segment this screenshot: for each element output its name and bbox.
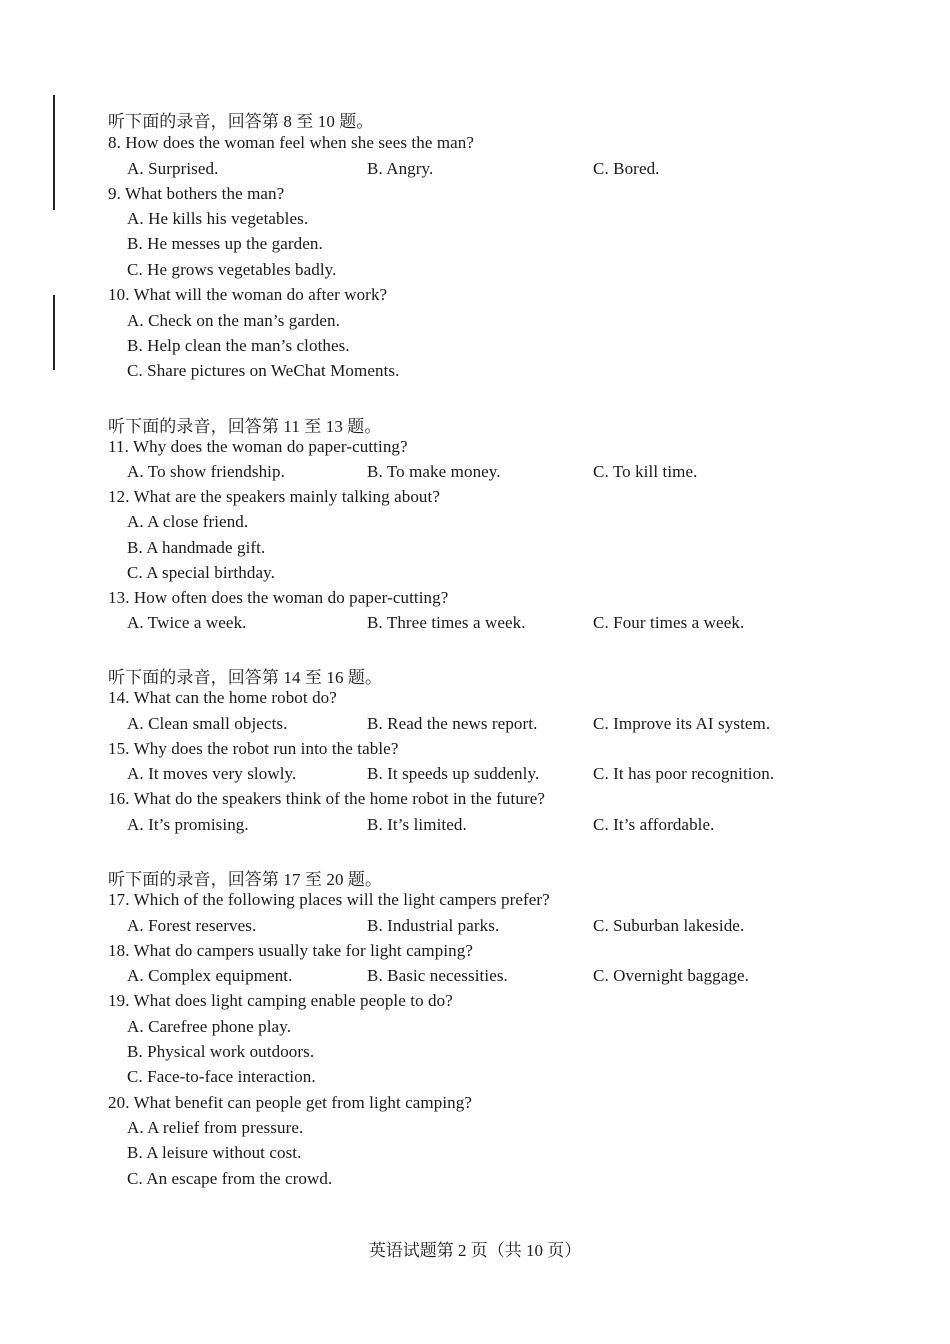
option-a: A. It’s promising.: [127, 815, 249, 834]
option-a: A. To show friendship.: [127, 462, 285, 481]
question-text: 17. Which of the following places will the light campers prefer?: [108, 890, 550, 909]
option-a: A. Check on the man’s garden.: [127, 311, 340, 330]
question-text: 14. What can the home robot do?: [108, 688, 337, 707]
option-a: A. It moves very slowly.: [127, 764, 297, 783]
question-text: 8. How does the woman feel when she sees the man?: [108, 133, 475, 152]
option-b: B. Basic necessities.: [367, 966, 508, 985]
question-text: 11. Why does the woman do paper-cutting?: [108, 437, 408, 456]
question-text: 13. How often does the woman do paper-cutting?: [108, 588, 449, 607]
question-text: 9. What bothers the man?: [108, 184, 285, 203]
option-b: B. Physical work outdoors.: [127, 1042, 315, 1061]
option-c: C. He grows vegetables badly.: [127, 260, 337, 279]
option-b: B. It’s limited.: [367, 815, 467, 834]
option-c: C. Share pictures on WeChat Moments.: [127, 361, 400, 380]
option-c: C. To kill time.: [593, 462, 698, 481]
option-c: C. Four times a week.: [593, 613, 745, 632]
question-text: 15. Why does the robot run into the table?: [108, 739, 399, 758]
option-c: C. A special birthday.: [127, 563, 275, 582]
option-b: B. A handmade gift.: [127, 538, 266, 557]
page-footer: 英语试题第 2 页（共 10 页）: [368, 1241, 582, 1260]
option-a: A. Surprised.: [127, 159, 219, 178]
option-a: A. A relief from pressure.: [127, 1118, 304, 1137]
binding-margin-line: [53, 295, 55, 370]
section-heading: 听下面的录音，回答第 14 至 16 题。: [108, 668, 383, 687]
option-b: B. He messes up the garden.: [127, 234, 323, 253]
option-b: B. Industrial parks.: [367, 916, 500, 935]
option-c: C. Bored.: [593, 159, 660, 178]
option-b: B. Read the news report.: [367, 714, 538, 733]
option-c: C. Improve its AI system.: [593, 714, 771, 733]
option-b: B. To make money.: [367, 462, 501, 481]
option-c: C. Overnight baggage.: [593, 966, 750, 985]
question-text: 19. What does light camping enable people to do?: [108, 991, 453, 1010]
option-b: B. A leisure without cost.: [127, 1143, 302, 1162]
binding-margin-line: [53, 95, 55, 210]
option-c: C. Suburban lakeside.: [593, 916, 745, 935]
question-text: 10. What will the woman do after work?: [108, 285, 388, 304]
option-c: C. It has poor recognition.: [593, 764, 775, 783]
option-a: A. A close friend.: [127, 512, 249, 531]
option-a: A. He kills his vegetables.: [127, 209, 309, 228]
option-a: A. Clean small objects.: [127, 714, 288, 733]
section-heading: 听下面的录音，回答第 11 至 13 题。: [108, 417, 382, 436]
section-heading: 听下面的录音，回答第 17 至 20 题。: [108, 870, 383, 889]
option-b: B. Angry.: [367, 159, 434, 178]
option-a: A. Complex equipment.: [127, 966, 293, 985]
question-text: 16. What do the speakers think of the home robot in the future?: [108, 789, 546, 808]
option-a: A. Forest reserves.: [127, 916, 257, 935]
option-b: B. It speeds up suddenly.: [367, 764, 540, 783]
question-text: 12. What are the speakers mainly talking about?: [108, 487, 440, 506]
option-c: C. Face-to-face interaction.: [127, 1067, 316, 1086]
option-a: A. Carefree phone play.: [127, 1017, 292, 1036]
option-c: C. An escape from the crowd.: [127, 1169, 333, 1188]
question-text: 20. What benefit can people get from light camping?: [108, 1093, 473, 1112]
option-c: C. It’s affordable.: [593, 815, 715, 834]
question-text: 18. What do campers usually take for light camping?: [108, 941, 473, 960]
section-heading: 听下面的录音，回答第 8 至 10 题。: [108, 112, 374, 131]
option-a: A. Twice a week.: [127, 613, 247, 632]
option-b: B. Three times a week.: [367, 613, 526, 632]
option-b: B. Help clean the man’s clothes.: [127, 336, 350, 355]
